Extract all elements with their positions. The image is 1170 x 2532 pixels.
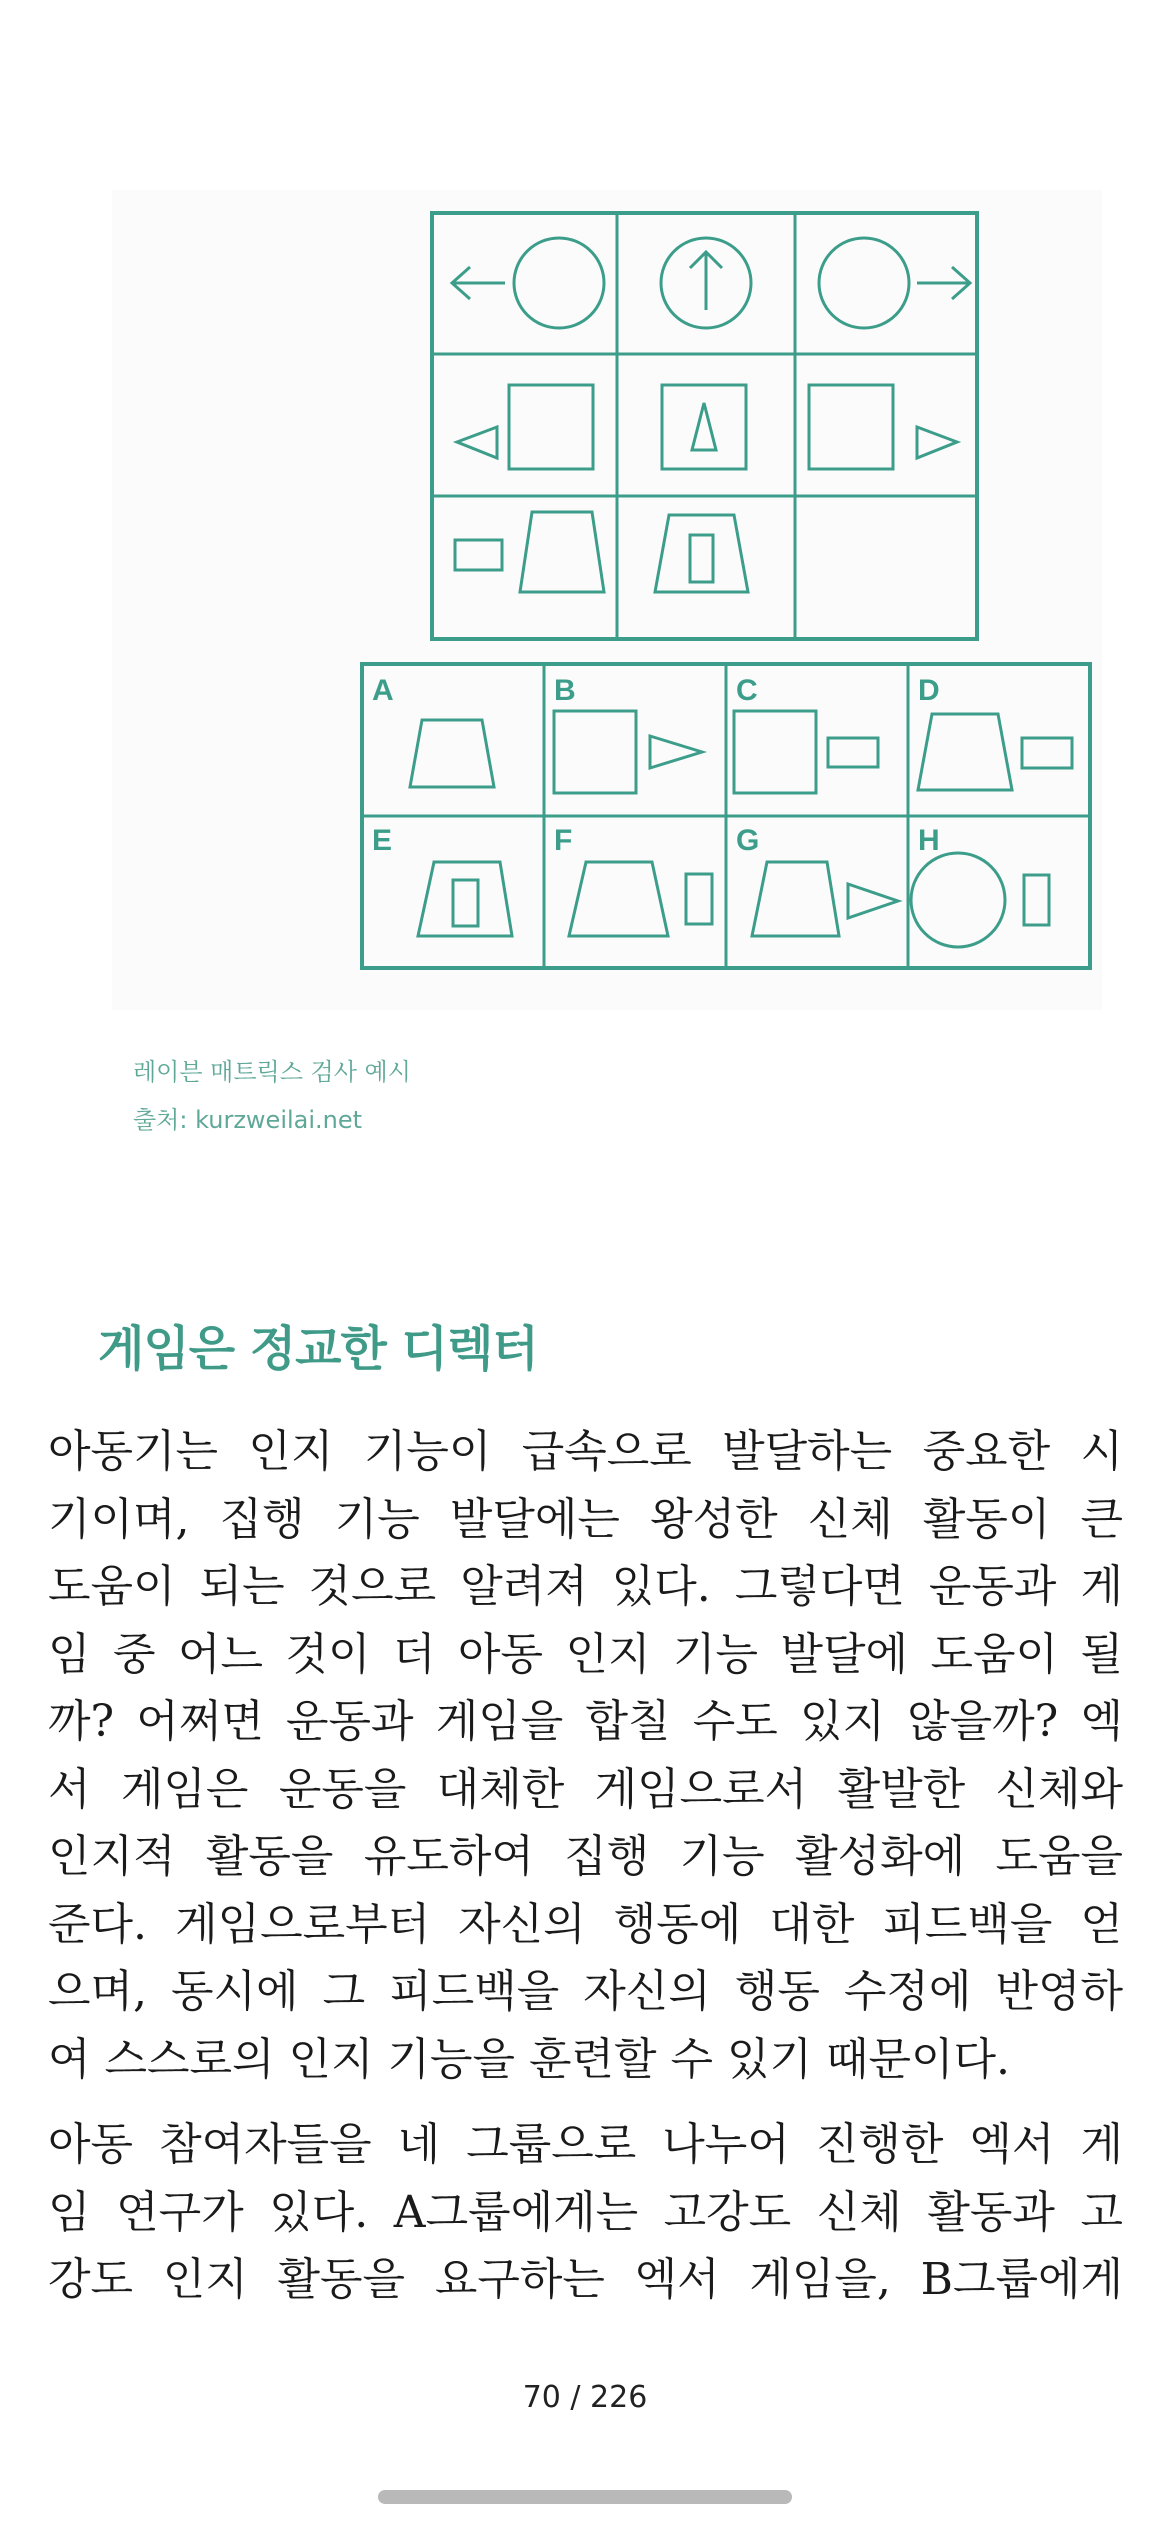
option-d-shape — [918, 714, 1072, 790]
option-f-shape — [569, 862, 712, 936]
text-line: 까? 어쩌면 운동과 게임을 합칠 수도 있지 않을까? 엑 — [48, 1696, 1123, 1747]
paragraph-1 — [48, 1418, 1123, 2093]
text-line: 아동 참여자들을 네 그룹으로 나누어 진행한 엑서 게 — [48, 2119, 1123, 2170]
text-line: 강도 인지 활동을 요구하는 엑서 게임을, B그룹에게 — [48, 2254, 1123, 2305]
text-line: 도움이 되는 것으로 알려져 있다. 그렇다면 운동과 게 — [48, 1561, 1123, 1612]
option-label-f: F — [554, 824, 573, 857]
text-line: 아동기는 인지 기능이 급속으로 발달하는 중요한 시 — [48, 1426, 1123, 1477]
arrow-right-circle-cell — [819, 238, 970, 328]
text-line: 인지적 활동을 유도하여 집행 기능 활성화에 도움을 — [48, 1831, 1123, 1882]
rect-trapezoid-cell — [455, 512, 604, 592]
raven-matrix-diagram — [112, 190, 1102, 1010]
paragraph-2 — [48, 2111, 1123, 2314]
text-line: 임 중 어느 것이 더 아동 인지 기능 발달에 도움이 될 — [48, 1628, 1123, 1680]
text-line: 기이며, 집행 기능 발달에는 왕성한 신체 활동이 큰 — [48, 1493, 1123, 1545]
raven-matrix-figure — [112, 190, 1102, 1010]
triangle-right-square-cell — [809, 385, 957, 469]
triangle-up-square-cell — [662, 385, 746, 469]
option-label-b: B — [554, 674, 576, 707]
section-title: 게임은 정교한 디렉터 — [98, 1321, 538, 1377]
text-line: 여 스스로의 인지 기능을 훈련할 수 있기 때문이다. — [48, 2033, 1010, 2085]
option-b-shape — [554, 711, 702, 793]
body-text — [48, 1418, 1123, 2332]
option-c-shape — [734, 711, 878, 793]
text-line: 으며, 동시에 그 피드백을 자신의 행동 수정에 반영하 — [48, 1966, 1123, 2017]
option-e-shape — [418, 862, 512, 936]
option-g-shape — [752, 862, 898, 936]
option-label-d: D — [918, 674, 940, 707]
option-label-g: G — [736, 824, 760, 857]
option-label-h: H — [918, 824, 940, 857]
option-label-a: A — [372, 674, 394, 707]
text-line: 서 게임은 운동을 대체한 게임으로서 활발한 신체와 — [48, 1763, 1123, 1815]
arrow-up-circle-cell — [661, 238, 751, 328]
text-line: 임 연구가 있다. A그룹에게는 고강도 신체 활동과 고 — [48, 2186, 1123, 2238]
text-line: 준다. 게임으로부터 자신의 행동에 대한 피드백을 얻 — [48, 1898, 1123, 1950]
trapezoid-rect-cell — [655, 515, 748, 592]
option-h-shape — [911, 853, 1049, 947]
option-a-shape — [410, 720, 494, 787]
option-label-e: E — [372, 824, 393, 857]
caption-title: 레이븐 매트릭스 검사 예시 — [133, 1058, 411, 1086]
figure-caption — [133, 1048, 411, 1144]
page-indicator: 70 / 226 — [522, 2380, 648, 2415]
home-indicator-bar[interactable] — [378, 2490, 792, 2504]
triangle-left-square-cell — [457, 385, 593, 469]
arrow-left-circle-cell — [452, 238, 604, 328]
caption-source: 출처: kurzweilai.net — [133, 1106, 363, 1134]
option-label-c: C — [736, 674, 758, 707]
